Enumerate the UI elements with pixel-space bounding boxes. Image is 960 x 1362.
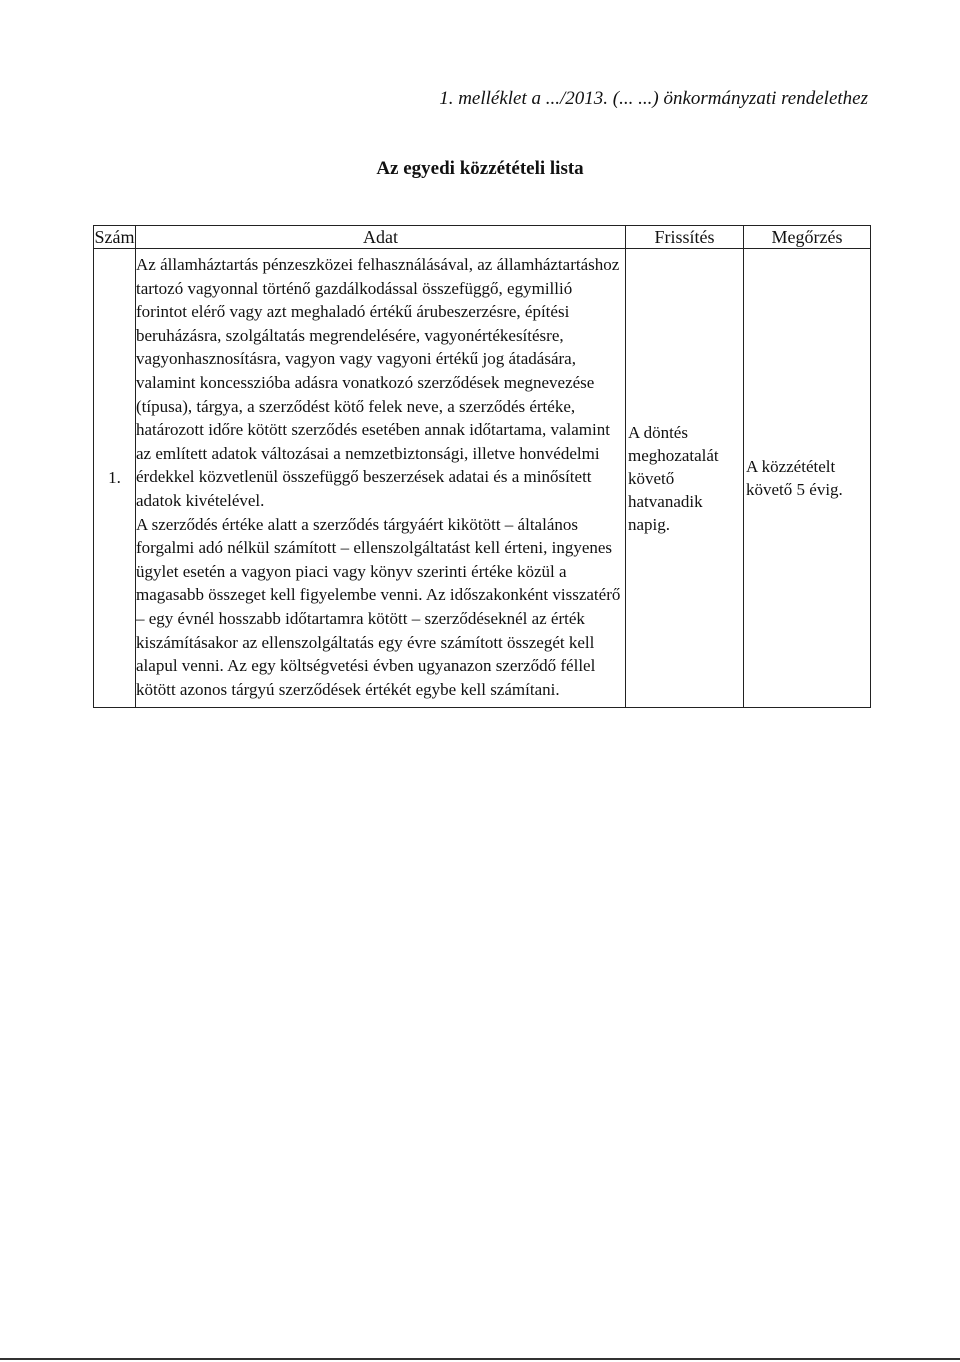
document-title: Az egyedi közzétételi lista: [376, 158, 584, 179]
page-bottom-rule: [0, 1358, 960, 1360]
row-retention: A közzétételt követő 5 évig.: [744, 249, 871, 708]
column-header-update: Frissítés: [626, 226, 744, 249]
column-header-data: Adat: [136, 226, 626, 249]
data-paragraph-1: Az államháztartás pénzeszközei felhasználásával, az államháztartáshoz tartozó vagyonnal történő gazdálkodással összefüggő, egymillió forintot elérő vagy azt meghaladó értékű árubeszerzésre, építési beruházásra, szolgáltatás megrendelésére, vagyonértékesítésre, vagyonhasznosításra, vagyon vagy vagyoni értékű jog átadására, valamint koncesszióba adásra vonatkozó szerződések megnevezése (típusa), tárgya, a szerződést kötő felek neve, a szerződés értéke, határozott időre kötött szerződés esetében annak időtartama, valamint az említett adatok változásai a nemzetbiztonsági, illetve honvédelmi érdekkel közvetlenül összefüggő beszerzések adatai és a minősített adatok kivételével.: [136, 255, 620, 510]
table-header-row: [94, 226, 871, 249]
row-data: [136, 249, 626, 708]
column-header-number: Szám: [94, 227, 135, 247]
table-row: [94, 249, 871, 708]
disclosure-table: [93, 225, 871, 708]
row-update: A döntés meghozatalát követő hatvanadik napig.: [626, 249, 744, 708]
row-number: 1.: [94, 249, 136, 708]
data-paragraph-2: A szerződés értéke alatt a szerződés tárgyáért kikötött – általános forgalmi adó nélkül számított – ellenszolgáltatást kell érteni, ingyenes ügylet esetén a vagyon piaci vagy könyv szerinti értéke közül a magasabb összeget kell figyelembe venni. Az időszakonként visszatérő – egy évnél hosszabb időtartamra kötött – szerződéseknél az érték kiszámításakor az ellenszolgáltatás egy évre számított összegét kell alapul venni. Az egy költségvetési évben ugyanazon szerződő féllel kötött azonos tárgyú szerződések értékét egybe kell számítani.: [136, 514, 621, 699]
annex-note: 1. melléklet a .../2013. (... ...) önkormányzati rendelethez: [439, 88, 868, 109]
column-header-retention: Megőrzés: [744, 226, 871, 249]
